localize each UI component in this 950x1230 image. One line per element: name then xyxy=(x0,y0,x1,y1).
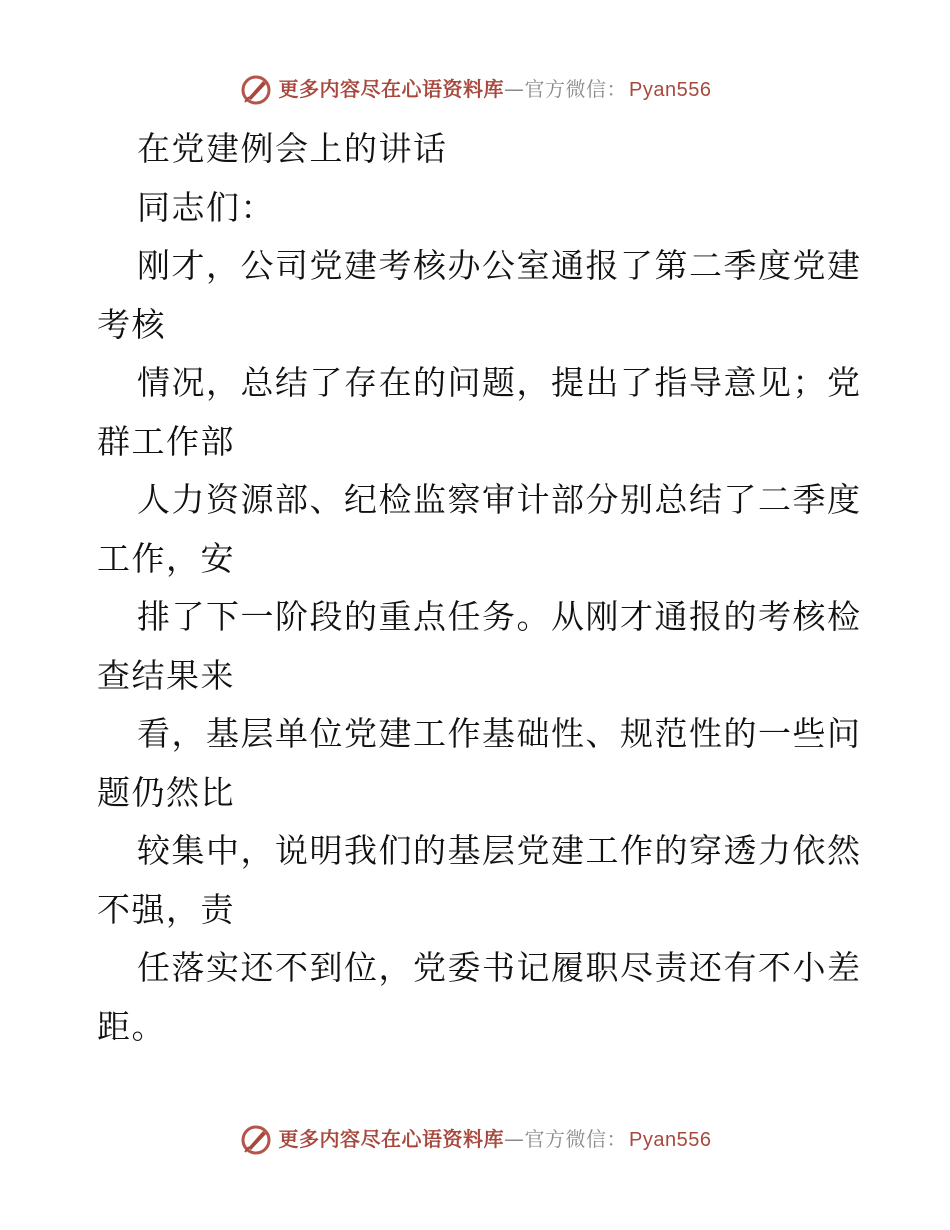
watermark-contact-id: Pyan556 xyxy=(629,1129,712,1151)
paragraph-line: 看，基层单位党建工作基础性、规范性的一些问 xyxy=(137,714,862,753)
watermark-contact-id: Pyan556 xyxy=(629,79,712,101)
paragraph-line: 同志们： xyxy=(137,187,275,227)
paragraph-line: 不强，责 xyxy=(97,889,235,929)
paragraph-line: 查结果来 xyxy=(97,655,235,695)
quill-circle-logo-icon xyxy=(239,1123,273,1157)
watermark-header xyxy=(0,72,950,107)
watermark-brand: 更多内容尽在心语资料库 xyxy=(278,77,505,101)
paragraph-line: 情况，总结了存在的问题，提出了指导意见；党 xyxy=(137,363,862,402)
watermark-footer xyxy=(0,1122,950,1157)
watermark-dash: — xyxy=(504,77,525,101)
document-title: 在党建例会上的讲话 xyxy=(137,129,448,168)
paragraph-line: 人力资源部、纪检监察审计部分别总结了二季度 xyxy=(137,480,862,519)
quill-circle-logo-icon xyxy=(239,73,273,107)
paragraph-line: 题仍然比 xyxy=(97,772,235,812)
watermark-dash: — xyxy=(504,1127,525,1151)
watermark-text xyxy=(279,1122,712,1157)
paragraph-line: 考核 xyxy=(97,304,166,344)
watermark-brand: 更多内容尽在心语资料库 xyxy=(278,1127,505,1151)
paragraph-line: 任落实还不到位，党委书记履职尽责还有不小差 xyxy=(137,948,862,987)
document-body xyxy=(97,120,862,1056)
paragraph-line: 较集中，说明我们的基层党建工作的穿透力依然 xyxy=(137,831,862,870)
paragraph-line: 排了下一阶段的重点任务。从刚才通报的考核检 xyxy=(137,597,862,636)
watermark-text xyxy=(279,72,712,107)
watermark-contact-label: 官方微信： xyxy=(524,1127,628,1151)
paragraph-line: 距。 xyxy=(97,1006,166,1046)
paragraph-line: 刚才，公司党建考核办公室通报了第二季度党建 xyxy=(137,246,862,285)
paragraph-line: 群工作部 xyxy=(97,421,235,461)
paragraph-line: 工作，安 xyxy=(97,538,235,578)
watermark-contact-label: 官方微信： xyxy=(524,77,628,101)
